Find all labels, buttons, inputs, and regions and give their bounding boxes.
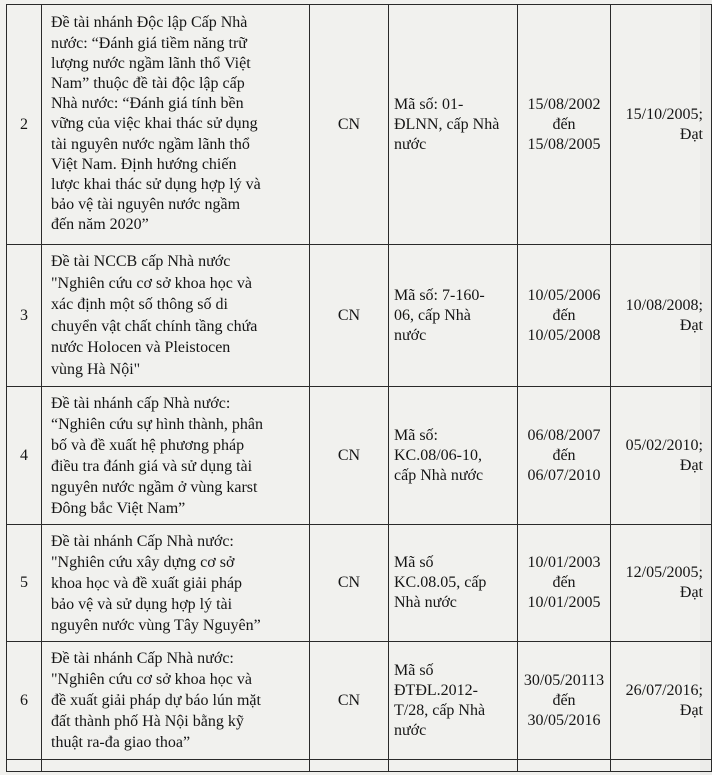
- project-name: Đề tài nhánh cấp Nhà nước: “Nghiên cứu sự hình thành, phân bố và đề xuất hệ phương pháp điều tra đánh giá và sử dụng tài nguyên nước ngầm ở vùng karst Đông bắc Việt Nam”: [42, 387, 310, 525]
- time-end: 30/05/2016: [527, 711, 601, 729]
- project-code: Mã số ĐTĐL.2012- T/28, cấp Nhà nước: [389, 642, 518, 760]
- project-code: Mã số KC.08.05, cấp Nhà nước: [389, 525, 518, 642]
- time-end: 10/01/2005: [527, 594, 601, 611]
- time-separator: đến: [552, 691, 576, 709]
- time-end: 06/07/2010: [527, 466, 601, 484]
- result-status: Đạt: [679, 456, 703, 474]
- empty-cell: [389, 760, 518, 772]
- project-name: Đề tài nhánh Cấp Nhà nước: "Nghiên cứu cơ sở khoa học và đề xuất giải pháp dự báo lún mặt đất thành phố Hà Nội bằng kỹ thuật ra-đa giao thoa”: [42, 642, 310, 760]
- empty-cell: [518, 760, 611, 772]
- result: [611, 525, 712, 642]
- time-period: [518, 387, 611, 525]
- time-start: 30/05/20113: [523, 671, 605, 689]
- table-row: [7, 5, 712, 245]
- time-period: [518, 245, 611, 387]
- row-number: 3: [7, 245, 42, 387]
- empty-cell: [7, 760, 42, 772]
- project-code: Mã số: 01- ĐLNN, cấp Nhà nước: [389, 5, 518, 245]
- time-start: 10/05/2006: [527, 286, 601, 304]
- result-date: 26/07/2016;: [625, 681, 703, 699]
- empty-cell: [310, 760, 389, 772]
- result-date: 15/10/2005;: [625, 105, 703, 123]
- time-separator: đến: [552, 574, 576, 591]
- time-period: [518, 5, 611, 245]
- time-start: 15/08/2002: [527, 95, 601, 113]
- project-name: Đề tài NCCB cấp Nhà nước "Nghiên cứu cơ sở khoa học và xác định một số thông số di chuyển vật chất chính tầng chứa nước Holocen và Pleistocen vùng Hà Nội": [42, 245, 310, 387]
- empty-cell: [42, 760, 310, 772]
- time-period: [518, 642, 611, 760]
- role: CN: [310, 525, 389, 642]
- row-number: 4: [7, 387, 42, 525]
- time-end: 10/05/2008: [527, 326, 601, 344]
- row-number: 5: [7, 525, 42, 642]
- project-code: Mã số: KC.08/06-10, cấp Nhà nước: [389, 387, 518, 525]
- result-status: Đạt: [679, 584, 703, 601]
- row-number: 2: [7, 5, 42, 245]
- table-row: [7, 387, 712, 525]
- result-status: Đạt: [679, 316, 703, 334]
- empty-cell: [611, 760, 712, 772]
- time-period: [518, 525, 611, 642]
- role: CN: [310, 642, 389, 760]
- result: [611, 387, 712, 525]
- time-separator: đến: [552, 446, 576, 464]
- result-status: Đạt: [679, 125, 703, 143]
- result-date: 12/05/2005;: [625, 564, 703, 581]
- role: CN: [310, 5, 389, 245]
- table-row: [7, 642, 712, 760]
- project-name: Đề tài nhánh Độc lập Cấp Nhà nước: “Đánh giá tiềm năng trữ lượng nước ngầm lãnh thổ Việt Nam” thuộc đề tài độc lập cấp Nhà nước: “Đánh giá tính bền vững của việc khai thác sử dụng tài nguyên nước ngầm lãnh thổ Việt Nam. Định hướng chiến lược khai thác sử dụng hợp lý và bảo vệ tài nguyên nước ngầm đến năm 2020”: [42, 5, 310, 245]
- time-start: 10/01/2003: [527, 554, 601, 571]
- project-code: Mã số: 7-160- 06, cấp Nhà nước: [389, 245, 518, 387]
- role: CN: [310, 245, 389, 387]
- projects-table: [6, 4, 712, 772]
- result-status: Đạt: [679, 701, 703, 719]
- role: CN: [310, 387, 389, 525]
- table-row: [7, 525, 712, 642]
- result: [611, 245, 712, 387]
- result-date: 05/02/2010;: [625, 436, 703, 454]
- time-end: 15/08/2005: [527, 135, 601, 153]
- result-date: 10/08/2008;: [625, 296, 703, 314]
- time-separator: đến: [552, 115, 576, 133]
- project-name: Đề tài nhánh Cấp Nhà nước: "Nghiên cứu xây dựng cơ sở khoa học và đề xuất giải pháp bảo vệ và sử dụng hợp lý tài nguyên nước vùng Tây Nguyên”: [42, 525, 310, 642]
- result: [611, 5, 712, 245]
- time-start: 06/08/2007: [527, 426, 601, 444]
- table-row: [7, 245, 712, 387]
- result: [611, 642, 712, 760]
- row-number: 6: [7, 642, 42, 760]
- time-separator: đến: [552, 306, 576, 324]
- table-row-partial: [7, 760, 712, 772]
